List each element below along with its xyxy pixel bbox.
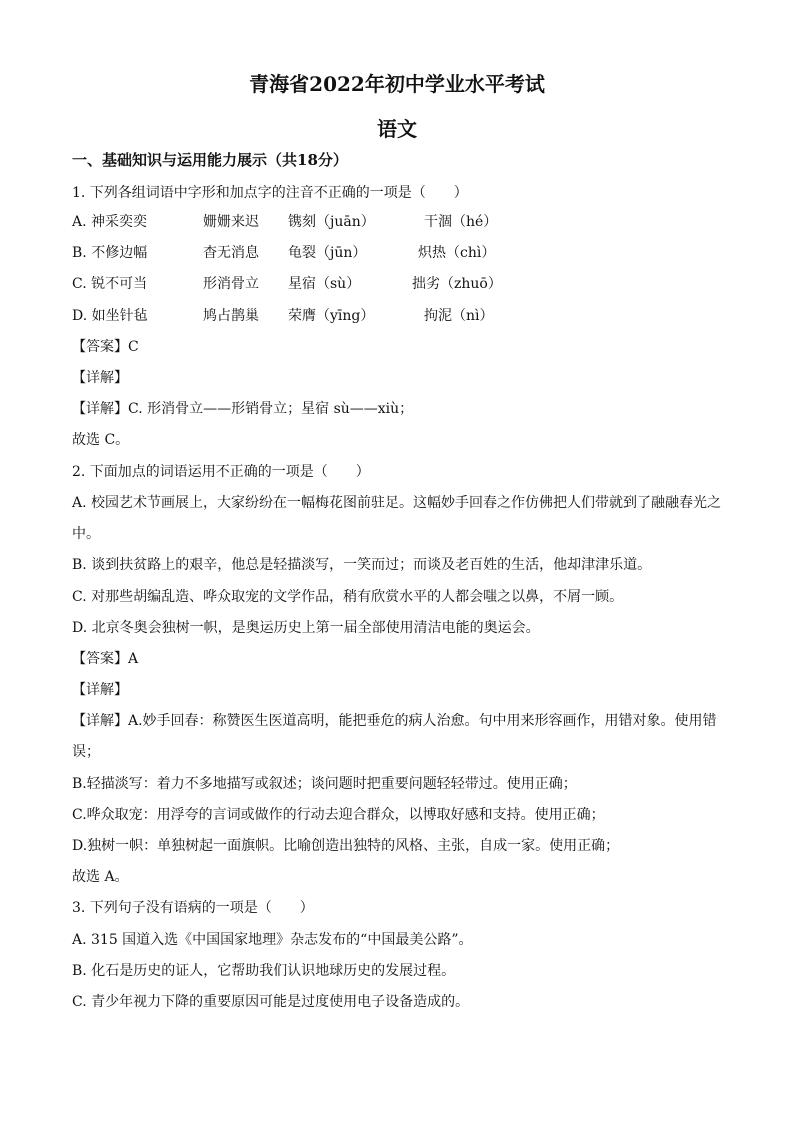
q2-detail-header: 【详解】 [72, 682, 128, 698]
q2-option-a-line2: 中。 [72, 526, 100, 542]
section-heading: 一、基础知识与运用能力展示（共18分） [72, 151, 348, 169]
q1-option-b-word2: 杳无消息 [203, 245, 259, 261]
q3-option-b: B. 化石是历史的证人，它帮助我们认识地球历史的发展过程。 [72, 963, 456, 979]
q3-option-a: A. 315 国道入选《中国国家地理》杂志发布的“中国最美公路”。 [72, 932, 473, 948]
question-1-stem: 1. 下列各组词语中字形和加点字的注音不正确的一项是（ ） [72, 185, 468, 201]
q1-option-c-word2: 形消骨立 [203, 276, 259, 292]
q1-detail-header: 【详解】 [72, 370, 128, 386]
q1-option-d-word1: D. 如坐针毡 [72, 308, 148, 324]
exam-title: 青海省2022年初中学业水平考试 [249, 72, 545, 96]
q2-detail-line3: B.轻描淡写：着力不多地描写或叙述；谈问题时把重要问题轻轻带过。使用正确； [72, 776, 577, 792]
q1-option-c-word1: C. 锐不可当 [72, 276, 148, 292]
q2-option-b: B. 谈到扶贫路上的艰辛，他总是轻描淡写，一笑而过；而谈及老百姓的生活，他却津津乐道。 [72, 557, 652, 573]
q1-option-c-word4: 拙劣（zhuō） [412, 276, 502, 292]
question-3-stem: 3. 下列句子没有语病的一项是（ ） [72, 900, 314, 916]
q1-option-a-word1: A. 神采奕奕 [72, 214, 148, 230]
q3-option-c: C. 青少年视力下降的重要原因可能是过度使用电子设备造成的。 [72, 994, 470, 1010]
subject-title: 语文 [377, 117, 417, 141]
q2-option-a-line1: A. 校园艺术节画展上，大家纷纷在一幅梅花图前驻足。这幅妙手回春之作仿佛把人们带就到了融融春光之 [72, 495, 722, 511]
q1-answer: 【答案】C [72, 339, 139, 355]
q1-option-a-word2: 姗姗来迟 [203, 214, 259, 230]
q2-option-d: D. 北京冬奥会独树一帜，是奥运历史上第一届全部使用清洁电能的奥运会。 [72, 620, 540, 636]
q2-detail-line4: C.哗众取宠：用浮夸的言词或做作的行动去迎合群众，以博取好感和支持。使用正确； [72, 807, 605, 823]
q2-answer: 【答案】A [72, 651, 139, 667]
q2-detail-line5: D.独树一帜：单独树起一面旗帜。比喻创造出独特的风格、主张，自成一家。使用正确； [72, 838, 620, 854]
q1-option-b-word4: 炽热（chì） [418, 245, 496, 261]
q1-conclusion: 故选 C。 [72, 432, 130, 448]
q1-detail: 【详解】C. 形消骨立——形销骨立；星宿 sù——xiù； [72, 401, 414, 417]
q1-option-a-word4: 干涸（hé） [424, 214, 498, 230]
q2-conclusion: 故选 A。 [72, 869, 129, 885]
q2-detail-line1: 【详解】A.妙手回春：称赞医生医道高明，能把垂危的病人治愈。句中用来形容画作，用错对象。使用错 [72, 713, 717, 729]
q1-option-d-word3: 荣膺（yīng） [288, 308, 375, 324]
q1-option-d-word2: 鸠占鹊巢 [203, 308, 259, 324]
q1-option-c-word3: 星宿（sù） [288, 276, 361, 292]
q1-option-b-word3: 龟裂（jūn） [288, 245, 367, 261]
q2-option-c: C. 对那些胡编乱造、哗众取宠的文学作品，稍有欣赏水平的人都会嗤之以鼻，不屑一顾。 [72, 589, 624, 605]
q2-detail-line2: 误； [72, 744, 100, 760]
q1-option-a-word3: 镌刻（juān） [288, 214, 375, 230]
q1-option-b-word1: B. 不修边幅 [72, 245, 148, 261]
question-2-stem: 2. 下面加点的词语运用不正确的一项是（ ） [72, 464, 370, 480]
q1-option-d-word4: 拘泥（nì） [424, 308, 494, 324]
